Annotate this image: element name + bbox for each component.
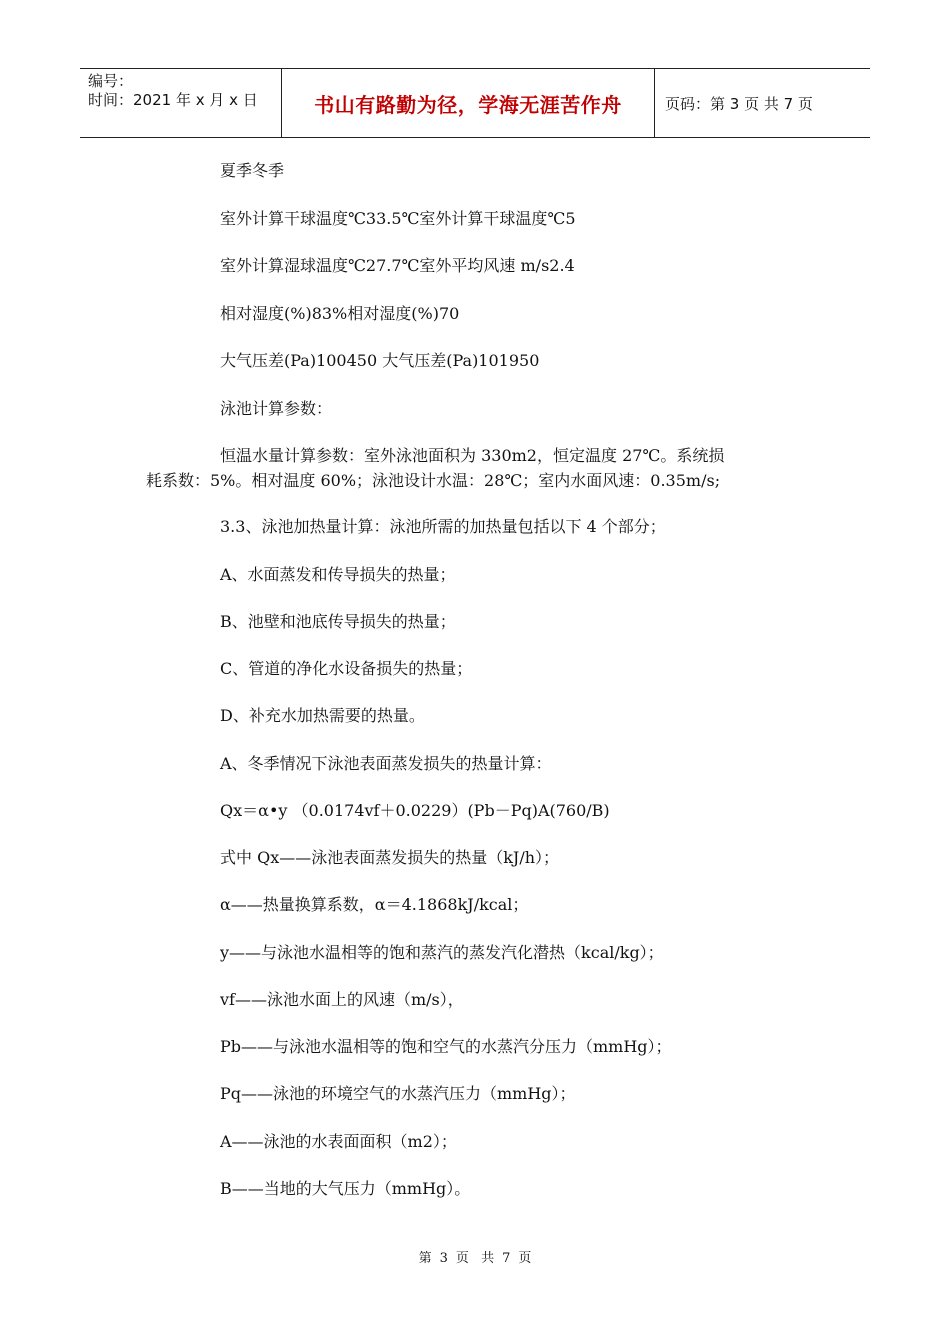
body-line: C、管道的净化水设备损失的热量； <box>220 659 473 678</box>
body-line: A——泳池的水表面面积（m2）； <box>220 1132 457 1151</box>
footer-prefix: 第 <box>418 1251 432 1266</box>
body-line: A、水面蒸发和传导损失的热量； <box>220 565 456 584</box>
body-line: α——热量换算系数，α＝4.1868kJ/kcal； <box>220 895 529 914</box>
footer-total-prefix: 共 <box>481 1251 495 1266</box>
body-line: 泳池计算参数： <box>220 399 333 418</box>
body-line: 相对湿度(%)83%相对湿度(%)70 <box>220 304 460 323</box>
body-line: y——与泳池水温相等的饱和蒸汽的蒸发汽化潜热（kcal/kg）； <box>220 943 664 962</box>
body-line: B——当地的大气压力（mmHg）。 <box>220 1179 471 1198</box>
body-line: B、池壁和池底传导损失的热量； <box>220 612 456 631</box>
header-left <box>88 72 278 110</box>
body-line: 3.3、泳池加热量计算：泳池所需的加热量包括以下 4 个部分； <box>220 517 666 536</box>
document-number: 编号： <box>88 72 134 90</box>
footer-unit: 页 <box>455 1251 469 1266</box>
footer-page-current: 3 <box>439 1251 448 1266</box>
page-footer <box>0 1247 950 1266</box>
footer-page-total: 7 <box>502 1251 511 1266</box>
body-line: 室外计算湿球温度℃27.7℃室外平均风速 m/s2.4 <box>220 256 575 275</box>
body-line: Pq——泳池的环境空气的水蒸汽压力（mmHg）； <box>220 1084 576 1103</box>
body-line: A、冬季情况下泳池表面蒸发损失的热量计算： <box>220 754 552 773</box>
formula: Qx＝α•y （0.0174vf＋0.0229）(Pb－Pq)A(760/B) <box>220 801 610 820</box>
body-line: 大气压差(Pa)100450 大气压差(Pa)101950 <box>220 351 540 370</box>
body-line: 恒温水量计算参数：室外泳池面积为 330m2，恒定温度 27℃。系统损 <box>220 446 725 465</box>
header-page-info: 页码：第 3 页 共 7 页 <box>665 95 813 113</box>
document-time: 时间：2021 年 x 月 x 日 <box>88 91 258 109</box>
footer-unit2: 页 <box>518 1251 532 1266</box>
body-line: vf——泳池水面上的风速（m/s）， <box>220 990 464 1009</box>
body-line: 室外计算干球温度℃33.5℃室外计算干球温度℃5 <box>220 209 576 228</box>
body-line: 夏季冬季 <box>220 161 285 180</box>
body-line: 耗系数：5%。相对温度 60%；泳池设计水温：28℃；室内水面风速：0.35m/s; <box>146 471 721 490</box>
body-line: D、补充水加热需要的热量。 <box>220 706 425 725</box>
page-header <box>80 68 870 138</box>
body-line: 式中 Qx——泳池表面蒸发损失的热量（kJ/h）； <box>220 848 560 867</box>
header-motto: 书山有路勤为径，学海无涯苦作舟 <box>281 69 655 137</box>
body-line: Pb——与泳池水温相等的饱和空气的水蒸汽分压力（mmHg）； <box>220 1037 672 1056</box>
